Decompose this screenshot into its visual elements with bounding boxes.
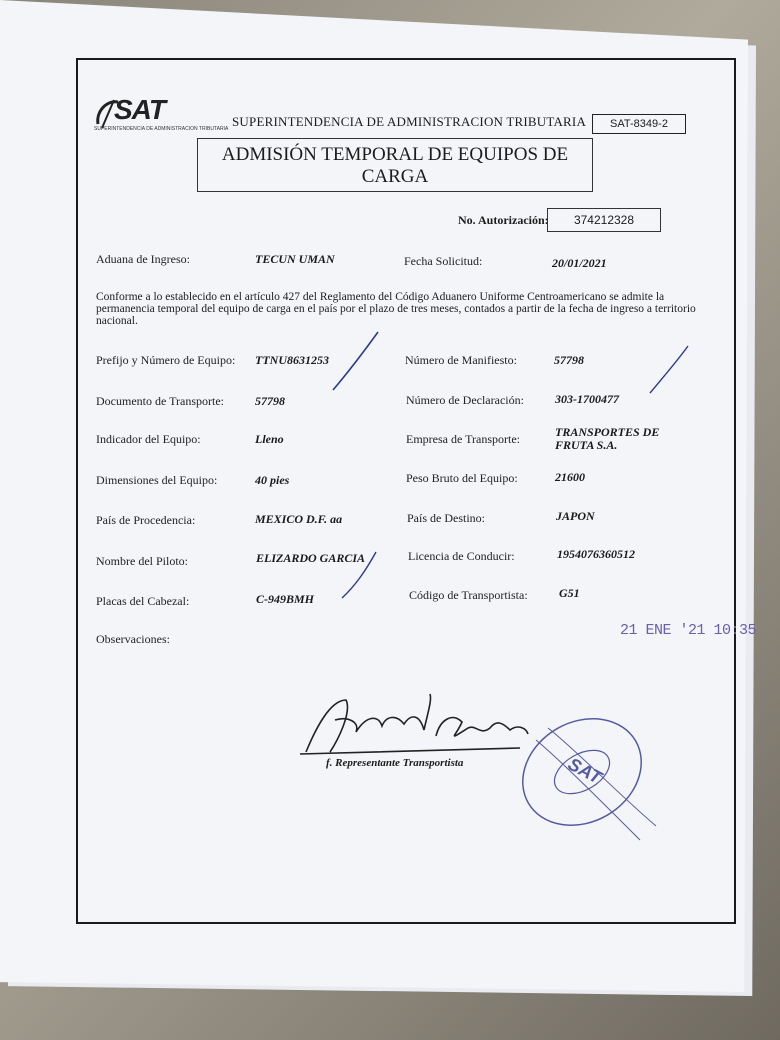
declaracion-value: 303-1700477 [555, 392, 619, 406]
dimensiones-value: 40 pies [255, 473, 290, 487]
licencia-label: Licencia de Conducir: [408, 549, 515, 563]
legal-paragraph: Conforme a lo establecido en el artículo 427 del Reglamento del Código Aduanero Uniforme Centroamericano se admite la permanencia temporal del equipo de carga en el país por el plazo de tres meses, contados a partir de la fecha de ingreso a territorio nacional. [96, 291, 696, 327]
destino-label: País de Destino: [407, 511, 485, 525]
sat-logo-subtitle: SUPERINTENDENCIA DE ADMINISTRACION TRIBUTARIA [94, 126, 229, 132]
form-title-line2: CARGA [361, 166, 429, 187]
placas-label: Placas del Cabezal: [96, 594, 190, 608]
placas-value: C-949BMH [256, 592, 315, 606]
check-mark-1 [333, 332, 378, 390]
piloto-value: ELIZARDO GARCIA [256, 551, 366, 565]
declaracion-label: Número de Declaración: [406, 393, 524, 407]
manifiesto-value: 57798 [554, 353, 584, 367]
licencia-value: 1954076360512 [557, 547, 635, 561]
documento-value: 57798 [255, 394, 285, 408]
date-stamp: 21 ENE '21 10:35 [620, 622, 757, 639]
svg-text:SAT: SAT [564, 753, 605, 788]
signature-label: f. Representante Transportista [326, 757, 464, 769]
codigo-value: G51 [559, 586, 580, 600]
prefijo-label: Prefijo y Número de Equipo: [96, 353, 236, 367]
empresa-value-line2: FRUTA S.A. [555, 438, 618, 452]
observaciones-label: Observaciones: [96, 632, 170, 646]
prefijo-value: TTNU8631253 [255, 353, 329, 367]
piloto-label: Nombre del Piloto: [96, 554, 188, 568]
form-code: SAT-8349-2 [592, 114, 686, 134]
authorization-label: No. Autorización: [458, 213, 549, 227]
destino-value: JAPON [556, 509, 595, 523]
peso-value: 21600 [555, 470, 585, 484]
indicador-value: Lleno [255, 432, 284, 446]
manifiesto-label: Número de Manifiesto: [405, 353, 517, 367]
codigo-label: Código de Transportista: [409, 588, 528, 602]
handwritten-signature [300, 694, 528, 754]
empresa-value-line1: TRANSPORTES DE [555, 425, 660, 439]
fecha-value: 20/01/2021 [552, 256, 607, 270]
authorization-number: 374212328 [547, 208, 661, 232]
dimensiones-label: Dimensiones del Equipo: [96, 473, 218, 487]
empresa-label: Empresa de Transporte: [406, 432, 520, 446]
agency-name: SUPERINTENDENCIA DE ADMINISTRACION TRIBUTARIA [232, 114, 587, 129]
fecha-label: Fecha Solicitud: [404, 254, 483, 268]
sat-logo-text: SAT [114, 94, 165, 125]
procedencia-label: País de Procedencia: [96, 513, 196, 527]
peso-label: Peso Bruto del Equipo: [406, 471, 518, 485]
form-title-line1: ADMISIÓN TEMPORAL DE EQUIPOS DE [221, 144, 569, 165]
indicador-label: Indicador del Equipo: [96, 432, 201, 446]
procedencia-value: MEXICO D.F. aa [255, 512, 343, 526]
documento-label: Documento de Transporte: [96, 394, 224, 408]
official-seal [503, 698, 660, 847]
check-mark-3 [342, 552, 376, 598]
aduana-value: TECUN UMAN [255, 252, 335, 266]
aduana-label: Aduana de Ingreso: [96, 252, 190, 266]
check-mark-2 [650, 346, 688, 393]
